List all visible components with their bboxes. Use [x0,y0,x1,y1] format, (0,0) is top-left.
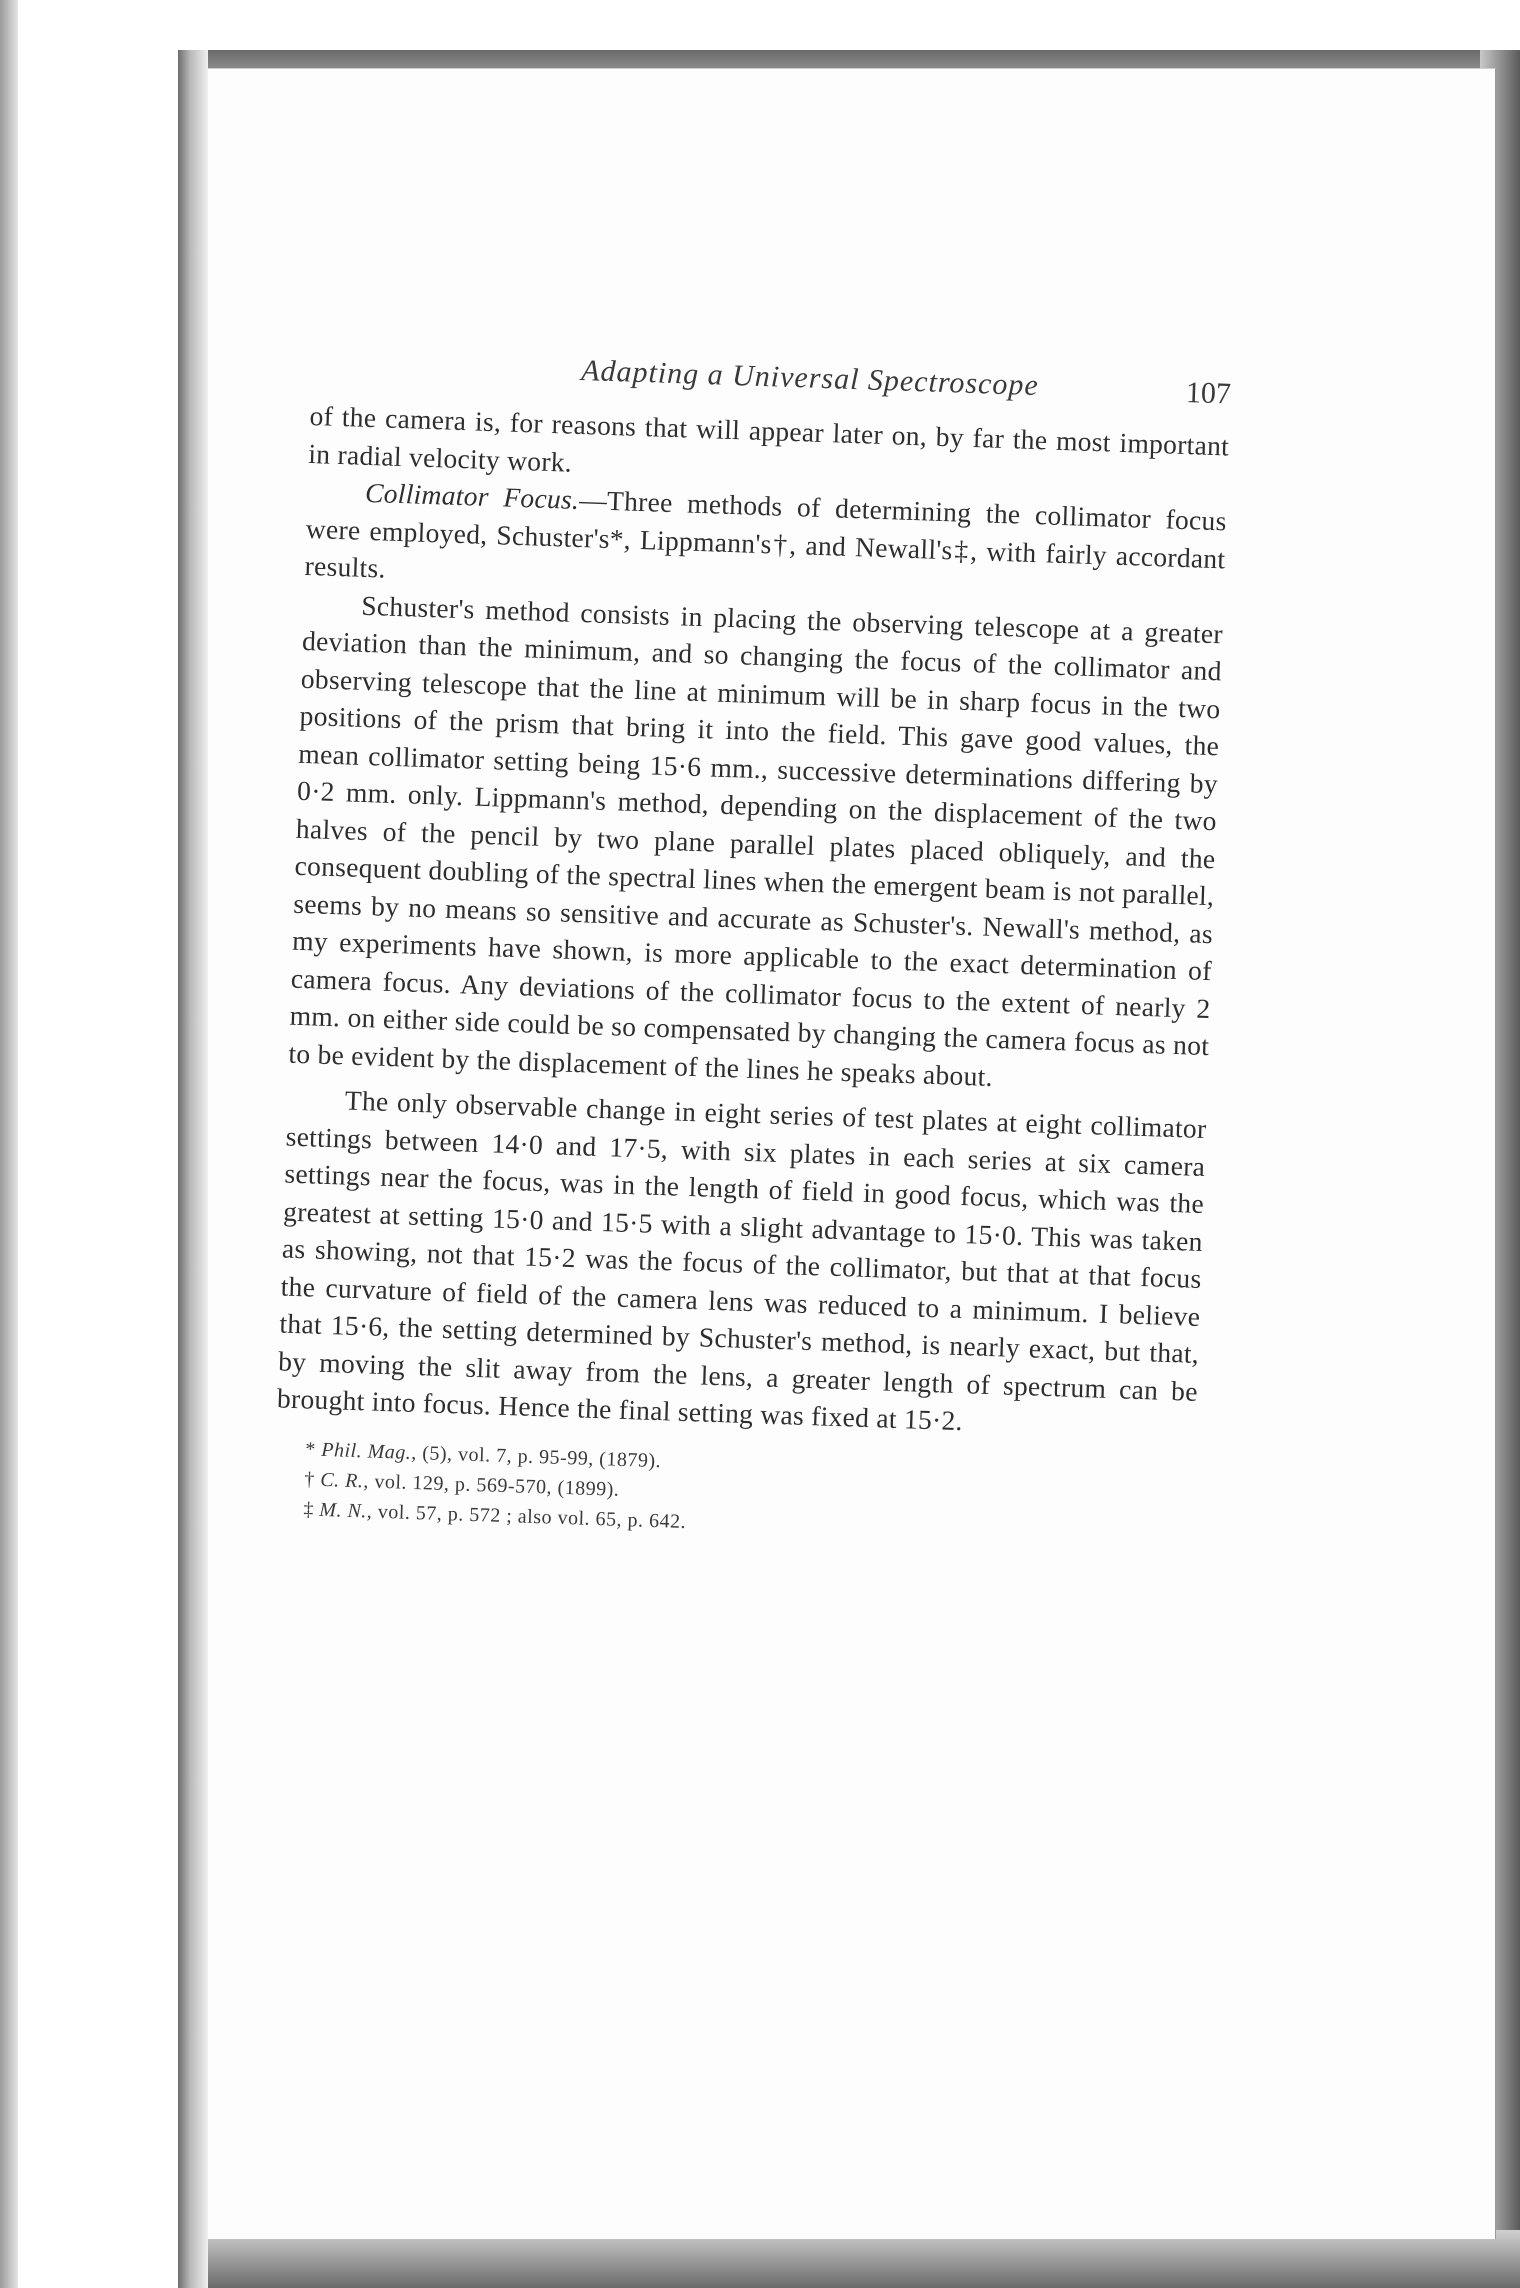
book-gutter [178,50,208,2288]
footnote-reference: , vol. 57, p. 572 ; also vol. 65, p. 642. [366,1499,687,1533]
footnote-reference: , vol. 129, p. 569-570, (1899). [363,1469,620,1501]
paragraph-test-plates: The only observable change in eight series of test plates at eight collimator settings between 14·0 and 17·5, with six plates in each series at six camera settings near the focus, was in the length of field in good focus, which was the greatest at setting 15·0 and 15·5 with a slight advantage to 15·0. This was taken as showing, not that 15·2 was the focus of the collimator, but that at that focus the curvature of field of the camera lens was reduced to a minimum. I believe that 15·6, the setting determined by Schuster's method, is nearly exact, but that, by moving the slit away from the lens, a greater length of spectrum can be brought into focus. Hence the final setting was fixed at 15·2. [276,1084,1208,1437]
footnote-mark: † [304,1467,316,1491]
footnote-source: Phil. Mag. [321,1438,412,1464]
paragraph-collimator-focus-body: —Three methods of determining the collimator focus were employed, Schuster's*, Lippmann's†, and Newall's‡, with fairly accordant results. [304,483,1228,584]
footnote-mark: * [305,1437,317,1461]
section-heading-collimator-focus: Collimator Focus. [364,476,580,515]
paragraph-continuation: of the camera is, for reasons that will appear later on, by far the most important in radial velocity work. [307,399,1230,478]
running-head-title: Adapting a Universal Spectroscope [580,353,1040,403]
footnote-reference: , (5), vol. 7, p. 95-99, (1879). [410,1441,662,1472]
footnote-source: M. N. [319,1498,368,1522]
page-text-block [273,345,1232,1553]
page-number: 107 [1185,376,1232,411]
scan-left-edge [0,0,18,2288]
footnote-source: C. R. [320,1468,364,1492]
footnote-mark: ‡ [303,1497,315,1521]
paragraph-schuster-method: Schuster's method consists in placing the observing telescope at a greater deviation than the minimum, and so changing the focus of the collimator and observing telescope that the line at minimum will be in sharp focus in the two positions of the prism that bring it into the field. This gave good values, the mean collimator setting being 15·6 mm., successive determinations differing by 0·2 mm. only. Lippmann's method, depending on the displacement of the two halves of the pencil by two plane parallel plates placed obliquely, and the consequent doubling of the spectral lines when the emergent beam is not parallel, seems by no means so sensitive and accurate as Schuster's. Newall's method, as my experiments have shown, is more applicable to the exact determination of camera focus. Any deviations of the collimator focus to the extent of nearly 2 mm. on either side could be so compensated by changing the camera focus as not to be evident by the displacement of the lines he speaks about. [288,589,1224,1092]
